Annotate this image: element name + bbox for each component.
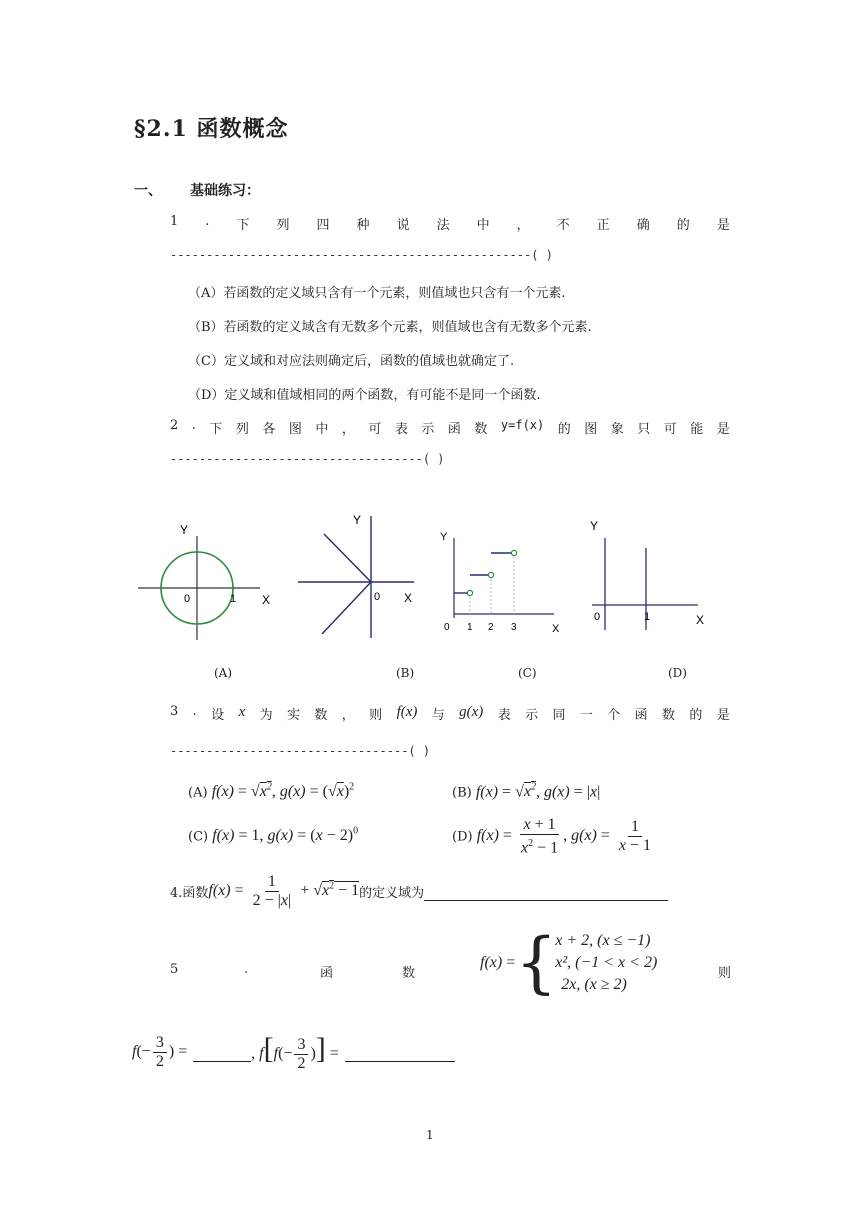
figure-c-origin-label: 0 — [444, 622, 450, 633]
q3-token: 是 — [716, 708, 730, 723]
q2-token: 图 — [584, 422, 598, 437]
q2-token: . — [191, 418, 196, 433]
option-a-formula: $f(x) = √x^2$, $g(x) = (√x)^2$ — [211, 782, 355, 801]
question-1-option-c: （C）定义域和对应法则确定后，函数的值域也就确定了. — [188, 354, 515, 369]
q3-token: 则 — [369, 708, 383, 723]
q1-token: 法 — [436, 218, 450, 233]
q1-token: 确 — [636, 218, 650, 233]
figure-c-y-label: Y — [440, 531, 448, 543]
q2-token: 的 — [557, 422, 571, 437]
figure-b-v-graph — [296, 510, 426, 640]
q3-token: 同 — [552, 708, 566, 723]
figure-c-step-graph — [436, 524, 566, 636]
q2-token: 示 — [421, 422, 435, 437]
figure-a-x-label: X — [262, 593, 271, 607]
figure-d-caption: (D) — [668, 666, 687, 680]
question-5-case-3: 2x, (x ≥ 2) — [561, 976, 627, 993]
option-d-formula: f(x) = $\frac{x + 1}{x^2 - 1}$ , g(x) = $\frac{1}{x - 1}$ — [476, 816, 652, 857]
question-4-suffix: 的定义域为 — [359, 885, 425, 901]
figure-c-svg — [436, 524, 566, 636]
question-5-case-1: x + 2, (x ≤ −1) — [555, 932, 651, 949]
q3-token: f(x) — [396, 704, 418, 720]
option-c-label: (C) — [188, 829, 209, 845]
figure-b-x-label: X — [404, 591, 413, 605]
section-number: 一、 — [134, 183, 162, 199]
q1-token: 说 — [396, 218, 410, 233]
q3-token: 的 — [689, 708, 703, 723]
question-5-expr-1: f(− $\frac{3}{2}$ ) = — [132, 1033, 188, 1070]
q1-token: 四 — [316, 218, 330, 233]
q3-token: 表 — [497, 708, 511, 723]
question-4-answer-blank[interactable] — [424, 882, 668, 901]
q1-token: 中 — [476, 218, 490, 233]
q1-token: 正 — [596, 218, 610, 233]
question-4 — [170, 866, 668, 916]
q2-token: 象 — [610, 422, 624, 437]
q3-token: 与 — [431, 708, 445, 723]
q1-token: 下 — [236, 218, 250, 233]
q1-token: 是 — [716, 218, 730, 233]
figure-c-open-point-1 — [467, 590, 472, 595]
q3-token: 示 — [525, 708, 539, 723]
q2-token: y=f(x) — [500, 418, 545, 432]
question-2-answer-line: -----------------------------------( ) — [170, 452, 445, 466]
figure-c-tick-1: 1 — [467, 622, 473, 633]
question-5-cases — [555, 930, 657, 996]
figure-a-origin-label: 0 — [184, 593, 191, 605]
figure-c-open-point-3 — [511, 550, 516, 555]
q1-token: 不 — [556, 218, 570, 233]
q3-token: ， — [341, 708, 355, 723]
q2-token: 2 — [170, 418, 179, 433]
figure-c-open-point-2 — [488, 572, 493, 577]
question-1-option-d: （D）定义域和值域相同的两个函数，有可能不是同一个函数. — [188, 388, 541, 403]
q1-token: 列 — [276, 218, 290, 233]
page-title: §2.1 函数概念 — [134, 116, 289, 142]
q2-token: 可 — [368, 422, 382, 437]
question-1-option-a: （A）若函数的定义域只含有一个元素，则值域也只含有一个元素. — [188, 286, 566, 301]
figure-c-caption: (C) — [518, 666, 537, 680]
question-5-number: 5 — [170, 962, 179, 977]
question-3-option-d — [452, 816, 656, 857]
option-d-label: (D) — [452, 829, 473, 845]
question-4-prefix: 4.函数 — [170, 885, 209, 901]
figure-d-x-label: X — [696, 613, 705, 627]
figure-b-upper-branch — [324, 534, 371, 582]
q2-token: 图 — [288, 422, 302, 437]
figure-a-caption: (A) — [214, 666, 233, 680]
q2-token: 各 — [262, 422, 276, 437]
q3-token: 数 — [662, 708, 676, 723]
figure-b-origin-label: 0 — [374, 591, 381, 603]
q3-token: 数 — [314, 708, 328, 723]
q2-token: 中 — [315, 422, 329, 437]
q1-token: 1 — [170, 214, 179, 229]
q1-token: . — [205, 214, 210, 229]
figure-c-tick-2: 2 — [488, 622, 494, 633]
question-5-piecewise-function — [480, 924, 658, 1001]
question-5-word-2: 数 — [402, 966, 416, 981]
question-5-answer-blank-1[interactable] — [193, 1043, 251, 1062]
question-2-stem — [170, 418, 730, 437]
figure-a-y-label: Y — [180, 523, 189, 537]
q2-token: 只 — [637, 422, 651, 437]
figure-d-y-label: Y — [590, 519, 599, 533]
figure-a-tick-1: 1 — [230, 593, 237, 605]
q1-token: 的 — [676, 218, 690, 233]
question-3-option-a — [188, 782, 354, 801]
q3-token: . — [192, 704, 197, 719]
page-number: 1 — [426, 1128, 434, 1142]
figure-d-origin-label: 0 — [594, 611, 601, 623]
option-b-label: (B) — [452, 785, 472, 801]
q2-token: 是 — [716, 422, 730, 437]
q2-token: 函 — [447, 422, 461, 437]
q2-token: 列 — [235, 422, 249, 437]
q2-token: 下 — [209, 422, 223, 437]
option-a-label: (A) — [188, 785, 208, 801]
question-5-brace: { — [515, 924, 558, 1001]
question-1-stem — [170, 214, 730, 233]
q3-token: 实 — [287, 708, 301, 723]
figure-d-vertical-line-graph — [584, 514, 714, 632]
section-label: 基础练习： — [190, 183, 260, 199]
question-5-then: 则 — [718, 966, 732, 981]
q2-token: 可 — [663, 422, 677, 437]
q2-token: 数 — [474, 422, 488, 437]
question-4-formula: f(x) = $\frac{1}{2 - |x|}$ + $√x^2 - 1$ — [208, 872, 360, 909]
q3-token: 为 — [259, 708, 273, 723]
question-3-stem — [170, 704, 730, 723]
figure-d-tick-1: 1 — [644, 611, 651, 623]
question-5-answer-blank-2[interactable] — [345, 1043, 455, 1062]
q3-token: 个 — [607, 708, 621, 723]
figure-b-caption: (B) — [396, 666, 415, 680]
figure-a-circle-graph — [136, 512, 276, 642]
question-5-word-1: 函 — [320, 966, 334, 981]
figure-a-svg — [136, 512, 276, 642]
question-3-answer-line: ---------------------------------( ) — [170, 744, 431, 758]
question-1-answer-line: --------------------------------------------------( ) — [170, 248, 553, 262]
question-5-case-2: x², (−1 < x < 2) — [555, 954, 658, 971]
option-b-formula: $f(x) = √x^2$, g(x) = |x| — [475, 782, 601, 801]
figure-c-tick-3: 3 — [511, 622, 517, 633]
q3-token: 一 — [579, 708, 593, 723]
question-5-answers — [132, 1032, 455, 1073]
figure-b-svg — [296, 510, 426, 640]
question-1-option-b: （B）若函数的定义域含有无数多个元素，则值域也含有无数多个元素. — [188, 320, 592, 335]
q2-token: 能 — [690, 422, 704, 437]
q1-token: ， — [516, 218, 530, 233]
q3-token: 函 — [634, 708, 648, 723]
question-3-option-c — [188, 826, 358, 845]
question-3-option-b — [452, 782, 600, 801]
q2-token: ， — [341, 422, 355, 437]
figure-b-lower-branch — [322, 582, 371, 634]
q3-token: g(x) — [459, 704, 484, 720]
q3-token: 设 — [211, 708, 225, 723]
question-5-dot: . — [244, 962, 249, 977]
q1-token: 种 — [356, 218, 370, 233]
figure-c-x-label: X — [552, 623, 560, 635]
figure-d-svg — [584, 514, 714, 632]
q3-token: x — [238, 704, 246, 720]
q2-token: 表 — [394, 422, 408, 437]
figure-b-y-label: Y — [353, 513, 362, 527]
q3-token: 3 — [170, 704, 179, 719]
question-5-fx: f(x) = — [480, 954, 516, 971]
option-c-formula: f(x) = 1, $g(x) = (x - 2)^0$ — [212, 826, 359, 845]
question-5-expr-2: , f[f(− $\frac{3}{2}$ )] = — [251, 1032, 339, 1072]
